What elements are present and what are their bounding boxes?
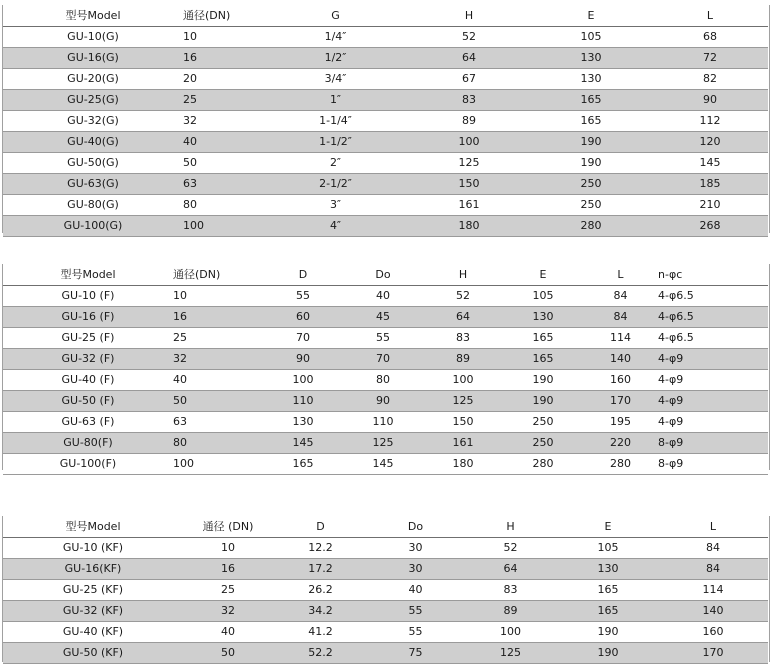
- table-row: [3, 601, 768, 622]
- header-model: 型号Model: [3, 517, 183, 538]
- cell-l: 170: [583, 391, 658, 412]
- cell-do: 55: [343, 328, 423, 349]
- cell-e: 190: [530, 132, 652, 153]
- header-dn: 通径 (DN): [183, 517, 273, 538]
- cell-l: 90: [652, 90, 768, 111]
- table-f: [3, 265, 768, 475]
- header-e: E: [530, 6, 652, 27]
- cell-h: 52: [463, 538, 558, 559]
- cell-dn: 10: [183, 27, 263, 48]
- table-row: [3, 412, 768, 433]
- header-d: D: [273, 517, 368, 538]
- cell-h: 100: [423, 370, 503, 391]
- cell-e: 130: [503, 307, 583, 328]
- cell-d: 60: [263, 307, 343, 328]
- cell-e: 165: [558, 601, 658, 622]
- cell-l: 185: [652, 174, 768, 195]
- cell-e: 280: [503, 454, 583, 475]
- cell-g: 3″: [263, 195, 408, 216]
- cell-d: 41.2: [273, 622, 368, 643]
- cell-g: 3/4″: [263, 69, 408, 90]
- table-row: [3, 69, 768, 90]
- table-row: [3, 454, 768, 475]
- cell-d: 70: [263, 328, 343, 349]
- cell-h: 100: [463, 622, 558, 643]
- cell-l: 140: [583, 349, 658, 370]
- table-row: [3, 391, 768, 412]
- cell-model: GU-50 (F): [3, 391, 173, 412]
- cell-g: 1-1/4″: [263, 111, 408, 132]
- cell-model: GU-16(KF): [3, 559, 183, 580]
- header-d: D: [263, 265, 343, 286]
- cell-g: 1/4″: [263, 27, 408, 48]
- cell-l: 210: [652, 195, 768, 216]
- cell-e: 250: [530, 195, 652, 216]
- cell-e: 165: [530, 90, 652, 111]
- header-dn: 通径(DN): [173, 265, 263, 286]
- cell-e: 130: [530, 69, 652, 90]
- cell-dn: 40: [183, 622, 273, 643]
- cell-l: 72: [652, 48, 768, 69]
- cell-do: 90: [343, 391, 423, 412]
- header-e: E: [503, 265, 583, 286]
- cell-model: GU-16(G): [3, 48, 183, 69]
- table-kf-header: [3, 517, 768, 538]
- cell-n-phi-c: 4-φ6.5: [658, 286, 768, 307]
- cell-l: 220: [583, 433, 658, 454]
- table-g-header: [3, 6, 768, 27]
- cell-model: GU-40 (F): [3, 370, 173, 391]
- cell-h: 89: [408, 111, 530, 132]
- cell-h: 100: [408, 132, 530, 153]
- cell-do: 80: [343, 370, 423, 391]
- cell-e: 165: [558, 580, 658, 601]
- cell-h: 89: [463, 601, 558, 622]
- cell-l: 112: [652, 111, 768, 132]
- cell-l: 68: [652, 27, 768, 48]
- table-row: [3, 433, 768, 454]
- cell-dn: 80: [183, 195, 263, 216]
- cell-d: 55: [263, 286, 343, 307]
- table-row: [3, 111, 768, 132]
- cell-l: 160: [583, 370, 658, 391]
- cell-h: 67: [408, 69, 530, 90]
- table-row: [3, 27, 768, 48]
- cell-dn: 80: [173, 433, 263, 454]
- cell-dn: 63: [173, 412, 263, 433]
- cell-dn: 25: [173, 328, 263, 349]
- cell-dn: 16: [183, 559, 273, 580]
- cell-dn: 16: [183, 48, 263, 69]
- cell-h: 52: [423, 286, 503, 307]
- header-l: L: [658, 517, 768, 538]
- cell-l: 114: [658, 580, 768, 601]
- cell-n-phi-c: 4-φ9: [658, 349, 768, 370]
- table-row: [3, 216, 768, 237]
- cell-h: 180: [423, 454, 503, 475]
- cell-model: GU-10(G): [3, 27, 183, 48]
- cell-e: 250: [503, 433, 583, 454]
- cell-dn: 50: [173, 391, 263, 412]
- cell-h: 83: [463, 580, 558, 601]
- table-row: [3, 132, 768, 153]
- cell-e: 105: [503, 286, 583, 307]
- cell-model: GU-40 (KF): [3, 622, 183, 643]
- cell-d: 26.2: [273, 580, 368, 601]
- cell-d: 100: [263, 370, 343, 391]
- cell-h: 89: [423, 349, 503, 370]
- cell-dn: 50: [183, 643, 273, 664]
- cell-model: GU-50(G): [3, 153, 183, 174]
- header-n-phi-c: n-φc: [658, 265, 768, 286]
- cell-e: 130: [558, 559, 658, 580]
- cell-do: 55: [368, 622, 463, 643]
- cell-dn: 25: [183, 580, 273, 601]
- cell-model: GU-63 (F): [3, 412, 173, 433]
- cell-do: 40: [343, 286, 423, 307]
- cell-do: 145: [343, 454, 423, 475]
- cell-model: GU-25(G): [3, 90, 183, 111]
- cell-h: 83: [423, 328, 503, 349]
- cell-h: 125: [423, 391, 503, 412]
- cell-h: 125: [408, 153, 530, 174]
- cell-e: 165: [503, 328, 583, 349]
- cell-d: 165: [263, 454, 343, 475]
- cell-do: 40: [368, 580, 463, 601]
- cell-model: GU-25 (F): [3, 328, 173, 349]
- cell-dn: 20: [183, 69, 263, 90]
- cell-h: 180: [408, 216, 530, 237]
- cell-l: 145: [652, 153, 768, 174]
- cell-l: 120: [652, 132, 768, 153]
- cell-e: 130: [530, 48, 652, 69]
- cell-model: GU-50 (KF): [3, 643, 183, 664]
- cell-do: 75: [368, 643, 463, 664]
- header-l: L: [583, 265, 658, 286]
- cell-d: 34.2: [273, 601, 368, 622]
- cell-dn: 25: [183, 90, 263, 111]
- cell-d: 90: [263, 349, 343, 370]
- cell-h: 150: [408, 174, 530, 195]
- cell-model: GU-100(G): [3, 216, 183, 237]
- cell-d: 145: [263, 433, 343, 454]
- cell-e: 190: [503, 370, 583, 391]
- cell-l: 84: [583, 286, 658, 307]
- cell-model: GU-40(G): [3, 132, 183, 153]
- cell-model: GU-10 (F): [3, 286, 173, 307]
- cell-do: 55: [368, 601, 463, 622]
- cell-h: 161: [408, 195, 530, 216]
- table-kf: [3, 517, 768, 664]
- cell-h: 83: [408, 90, 530, 111]
- table-f-header: [3, 265, 768, 286]
- header-model: 型号Model: [3, 6, 183, 27]
- table-row: [3, 538, 768, 559]
- cell-l: 268: [652, 216, 768, 237]
- table-row: [3, 286, 768, 307]
- table-row: [3, 622, 768, 643]
- cell-g: 2-1/2″: [263, 174, 408, 195]
- cell-dn: 63: [183, 174, 263, 195]
- cell-l: 84: [658, 559, 768, 580]
- cell-e: 165: [503, 349, 583, 370]
- cell-g: 4″: [263, 216, 408, 237]
- cell-do: 45: [343, 307, 423, 328]
- table-row: [3, 174, 768, 195]
- cell-n-phi-c: 4-φ6.5: [658, 328, 768, 349]
- cell-dn: 10: [183, 538, 273, 559]
- cell-n-phi-c: 8-φ9: [658, 433, 768, 454]
- cell-e: 190: [558, 643, 658, 664]
- cell-n-phi-c: 4-φ9: [658, 391, 768, 412]
- cell-model: GU-32 (KF): [3, 601, 183, 622]
- table-row: [3, 559, 768, 580]
- cell-l: 160: [658, 622, 768, 643]
- cell-l: 140: [658, 601, 768, 622]
- cell-e: 250: [530, 174, 652, 195]
- cell-dn: 32: [173, 349, 263, 370]
- cell-h: 161: [423, 433, 503, 454]
- cell-e: 165: [530, 111, 652, 132]
- cell-l: 195: [583, 412, 658, 433]
- cell-g: 2″: [263, 153, 408, 174]
- table-row: [3, 349, 768, 370]
- table-row: [3, 195, 768, 216]
- table-row: [3, 153, 768, 174]
- cell-dn: 50: [183, 153, 263, 174]
- cell-l: 84: [658, 538, 768, 559]
- cell-l: 280: [583, 454, 658, 475]
- header-do: Do: [368, 517, 463, 538]
- table-row: [3, 370, 768, 391]
- cell-h: 64: [423, 307, 503, 328]
- table-row: [3, 307, 768, 328]
- cell-dn: 16: [173, 307, 263, 328]
- cell-do: 30: [368, 538, 463, 559]
- cell-dn: 32: [183, 601, 273, 622]
- cell-n-phi-c: 8-φ9: [658, 454, 768, 475]
- cell-d: 52.2: [273, 643, 368, 664]
- cell-e: 105: [530, 27, 652, 48]
- header-dn: 通径(DN): [183, 6, 263, 27]
- cell-e: 190: [503, 391, 583, 412]
- cell-model: GU-10 (KF): [3, 538, 183, 559]
- cell-dn: 100: [173, 454, 263, 475]
- cell-dn: 40: [183, 132, 263, 153]
- cell-do: 125: [343, 433, 423, 454]
- cell-h: 64: [463, 559, 558, 580]
- cell-d: 130: [263, 412, 343, 433]
- cell-model: GU-25 (KF): [3, 580, 183, 601]
- table-row: [3, 48, 768, 69]
- cell-do: 110: [343, 412, 423, 433]
- cell-h: 150: [423, 412, 503, 433]
- cell-dn: 32: [183, 111, 263, 132]
- cell-model: GU-32 (F): [3, 349, 173, 370]
- cell-dn: 100: [183, 216, 263, 237]
- table-row: [3, 90, 768, 111]
- cell-e: 280: [530, 216, 652, 237]
- cell-do: 30: [368, 559, 463, 580]
- cell-g: 1″: [263, 90, 408, 111]
- cell-l: 82: [652, 69, 768, 90]
- cell-e: 250: [503, 412, 583, 433]
- table-g: [3, 6, 768, 237]
- cell-dn: 10: [173, 286, 263, 307]
- cell-h: 64: [408, 48, 530, 69]
- cell-dn: 40: [173, 370, 263, 391]
- cell-h: 52: [408, 27, 530, 48]
- header-h: H: [463, 517, 558, 538]
- cell-n-phi-c: 4-φ6.5: [658, 307, 768, 328]
- cell-model: GU-80(F): [3, 433, 173, 454]
- cell-h: 125: [463, 643, 558, 664]
- cell-e: 190: [530, 153, 652, 174]
- cell-d: 12.2: [273, 538, 368, 559]
- cell-model: GU-32(G): [3, 111, 183, 132]
- cell-model: GU-63(G): [3, 174, 183, 195]
- header-g: G: [263, 6, 408, 27]
- header-h: H: [408, 6, 530, 27]
- cell-l: 170: [658, 643, 768, 664]
- table-row: [3, 580, 768, 601]
- cell-l: 84: [583, 307, 658, 328]
- cell-do: 70: [343, 349, 423, 370]
- header-h: H: [423, 265, 503, 286]
- cell-e: 190: [558, 622, 658, 643]
- header-e: E: [558, 517, 658, 538]
- cell-e: 105: [558, 538, 658, 559]
- cell-l: 114: [583, 328, 658, 349]
- cell-n-phi-c: 4-φ9: [658, 412, 768, 433]
- header-l: L: [652, 6, 768, 27]
- table-row: [3, 643, 768, 664]
- cell-n-phi-c: 4-φ9: [658, 370, 768, 391]
- header-model: 型号Model: [3, 265, 173, 286]
- cell-model: GU-80(G): [3, 195, 183, 216]
- table-row: [3, 328, 768, 349]
- header-do: Do: [343, 265, 423, 286]
- cell-model: GU-16 (F): [3, 307, 173, 328]
- cell-model: GU-100(F): [3, 454, 173, 475]
- cell-g: 1/2″: [263, 48, 408, 69]
- cell-model: GU-20(G): [3, 69, 183, 90]
- cell-d: 110: [263, 391, 343, 412]
- cell-g: 1-1/2″: [263, 132, 408, 153]
- cell-d: 17.2: [273, 559, 368, 580]
